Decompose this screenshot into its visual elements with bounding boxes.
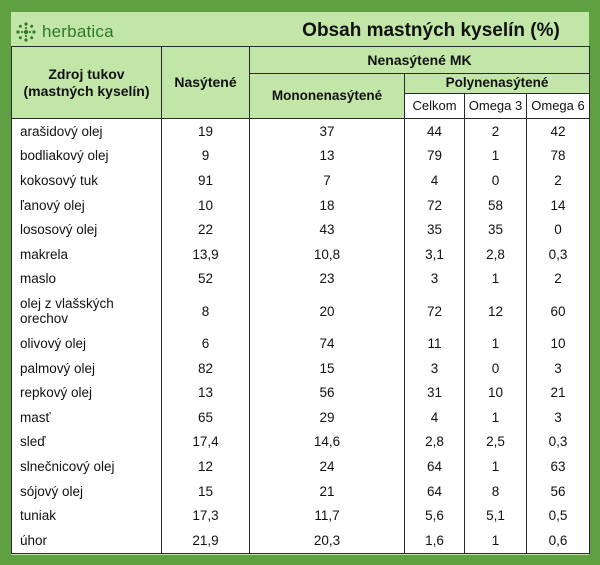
header-poly: Polynenasýtené (405, 74, 590, 94)
cell-omega3: 2,5 (465, 430, 527, 455)
cell-omega3: 2 (465, 119, 527, 144)
table-row (12, 430, 590, 455)
cell-omega3: 1 (465, 267, 527, 292)
cell-total: 3,1 (405, 242, 465, 267)
cell-total: 79 (405, 144, 465, 169)
table-row (12, 380, 590, 405)
cell-omega6: 0,3 (527, 242, 590, 267)
header-unsaturated: Nenasýtené MK (250, 47, 590, 74)
cell-source: masť (12, 405, 162, 430)
table-row (12, 168, 590, 193)
cell-mono: 56 (250, 380, 405, 405)
cell-saturated: 6 (162, 331, 250, 356)
brand-name: herbatica (42, 22, 114, 41)
cell-omega6: 78 (527, 144, 590, 169)
cell-mono: 11,7 (250, 503, 405, 528)
cell-omega3: 58 (465, 193, 527, 218)
cell-saturated: 91 (162, 168, 250, 193)
cell-source: olej z vlašských orechov (12, 291, 162, 331)
brand (15, 17, 114, 47)
fatty-acid-table (11, 46, 590, 554)
cell-source: tuniak (12, 503, 162, 528)
cell-saturated: 21,9 (162, 528, 250, 553)
cell-total: 35 (405, 217, 465, 242)
cell-source: ľanový olej (12, 193, 162, 218)
cell-mono: 20 (250, 291, 405, 331)
cell-source: sleď (12, 430, 162, 455)
cell-total: 5,6 (405, 503, 465, 528)
cell-mono: 18 (250, 193, 405, 218)
cell-total: 3 (405, 356, 465, 381)
table-row (12, 405, 590, 430)
cell-omega6: 14 (527, 193, 590, 218)
cell-omega6: 0,5 (527, 503, 590, 528)
table-row (12, 331, 590, 356)
cell-source: sójový olej (12, 479, 162, 504)
table-row (12, 528, 590, 553)
cell-omega6: 0,6 (527, 528, 590, 553)
cell-mono: 74 (250, 331, 405, 356)
cell-saturated: 52 (162, 267, 250, 292)
cell-total: 72 (405, 291, 465, 331)
cell-saturated: 65 (162, 405, 250, 430)
cell-total: 4 (405, 168, 465, 193)
cell-total: 3 (405, 267, 465, 292)
cell-mono: 15 (250, 356, 405, 381)
cell-total: 11 (405, 331, 465, 356)
cell-omega3: 1 (465, 405, 527, 430)
cell-mono: 29 (250, 405, 405, 430)
cell-total: 4 (405, 405, 465, 430)
cell-omega6: 56 (527, 479, 590, 504)
cell-source: palmový olej (12, 356, 162, 381)
cell-saturated: 15 (162, 479, 250, 504)
cell-saturated: 13 (162, 380, 250, 405)
cell-saturated: 12 (162, 454, 250, 479)
cell-source: arašidový olej (12, 119, 162, 144)
cell-total: 31 (405, 380, 465, 405)
cell-source: repkový olej (12, 380, 162, 405)
table-row (12, 242, 590, 267)
cell-omega6: 63 (527, 454, 590, 479)
cell-saturated: 22 (162, 217, 250, 242)
cell-total: 2,8 (405, 430, 465, 455)
cell-source: bodliakový olej (12, 144, 162, 169)
table-row (12, 479, 590, 504)
table-row (12, 356, 590, 381)
cell-omega6: 3 (527, 405, 590, 430)
table-row (12, 144, 590, 169)
header-omega3: Omega 3 (465, 94, 527, 119)
cell-saturated: 19 (162, 119, 250, 144)
cell-omega3: 2,8 (465, 242, 527, 267)
cell-omega3: 0 (465, 356, 527, 381)
cell-saturated: 17,3 (162, 503, 250, 528)
cell-saturated: 13,9 (162, 242, 250, 267)
cell-source: maslo (12, 267, 162, 292)
cell-omega6: 2 (527, 168, 590, 193)
cell-omega6: 60 (527, 291, 590, 331)
cell-omega3: 12 (465, 291, 527, 331)
cell-source: olivový olej (12, 331, 162, 356)
cell-mono: 14,6 (250, 430, 405, 455)
cell-omega6: 2 (527, 267, 590, 292)
cell-omega3: 1 (465, 331, 527, 356)
header-saturated: Nasýtené (162, 47, 250, 119)
page-title: Obsah mastných kyselín (%) (302, 20, 560, 41)
table-row (12, 217, 590, 242)
cell-saturated: 9 (162, 144, 250, 169)
cell-source: kokosový tuk (12, 168, 162, 193)
cell-omega3: 10 (465, 380, 527, 405)
herbatica-logo-icon (15, 21, 37, 43)
cell-source: slnečnicový olej (12, 454, 162, 479)
cell-total: 44 (405, 119, 465, 144)
cell-omega3: 8 (465, 479, 527, 504)
cell-saturated: 10 (162, 193, 250, 218)
cell-omega3: 5,1 (465, 503, 527, 528)
table-row (12, 119, 590, 144)
cell-omega3: 35 (465, 217, 527, 242)
table-row (12, 291, 590, 331)
cell-mono: 20,3 (250, 528, 405, 553)
cell-mono: 23 (250, 267, 405, 292)
cell-saturated: 17,4 (162, 430, 250, 455)
header-mono: Mononenasýtené (250, 74, 405, 119)
cell-omega3: 1 (465, 144, 527, 169)
cell-mono: 7 (250, 168, 405, 193)
cell-omega3: 0 (465, 168, 527, 193)
header-source: Zdroj tukov (mastných kyselín) (12, 47, 162, 119)
cell-mono: 21 (250, 479, 405, 504)
cell-omega3: 1 (465, 454, 527, 479)
cell-omega3: 1 (465, 528, 527, 553)
cell-omega6: 3 (527, 356, 590, 381)
cell-total: 64 (405, 479, 465, 504)
infographic-frame (11, 12, 589, 555)
cell-omega6: 10 (527, 331, 590, 356)
cell-omega6: 0 (527, 217, 590, 242)
cell-source: úhor (12, 528, 162, 553)
cell-mono: 37 (250, 119, 405, 144)
table-row (12, 193, 590, 218)
table-row (12, 267, 590, 292)
cell-omega6: 42 (527, 119, 590, 144)
table-row (12, 503, 590, 528)
cell-total: 72 (405, 193, 465, 218)
cell-saturated: 82 (162, 356, 250, 381)
cell-mono: 10,8 (250, 242, 405, 267)
header-total: Celkom (405, 94, 465, 119)
cell-mono: 13 (250, 144, 405, 169)
cell-mono: 43 (250, 217, 405, 242)
cell-source: lososový olej (12, 217, 162, 242)
table-row (12, 454, 590, 479)
cell-saturated: 8 (162, 291, 250, 331)
cell-total: 64 (405, 454, 465, 479)
cell-mono: 24 (250, 454, 405, 479)
header-omega6: Omega 6 (527, 94, 590, 119)
cell-omega6: 21 (527, 380, 590, 405)
cell-total: 1,6 (405, 528, 465, 553)
cell-omega6: 0,3 (527, 430, 590, 455)
cell-source: makrela (12, 242, 162, 267)
